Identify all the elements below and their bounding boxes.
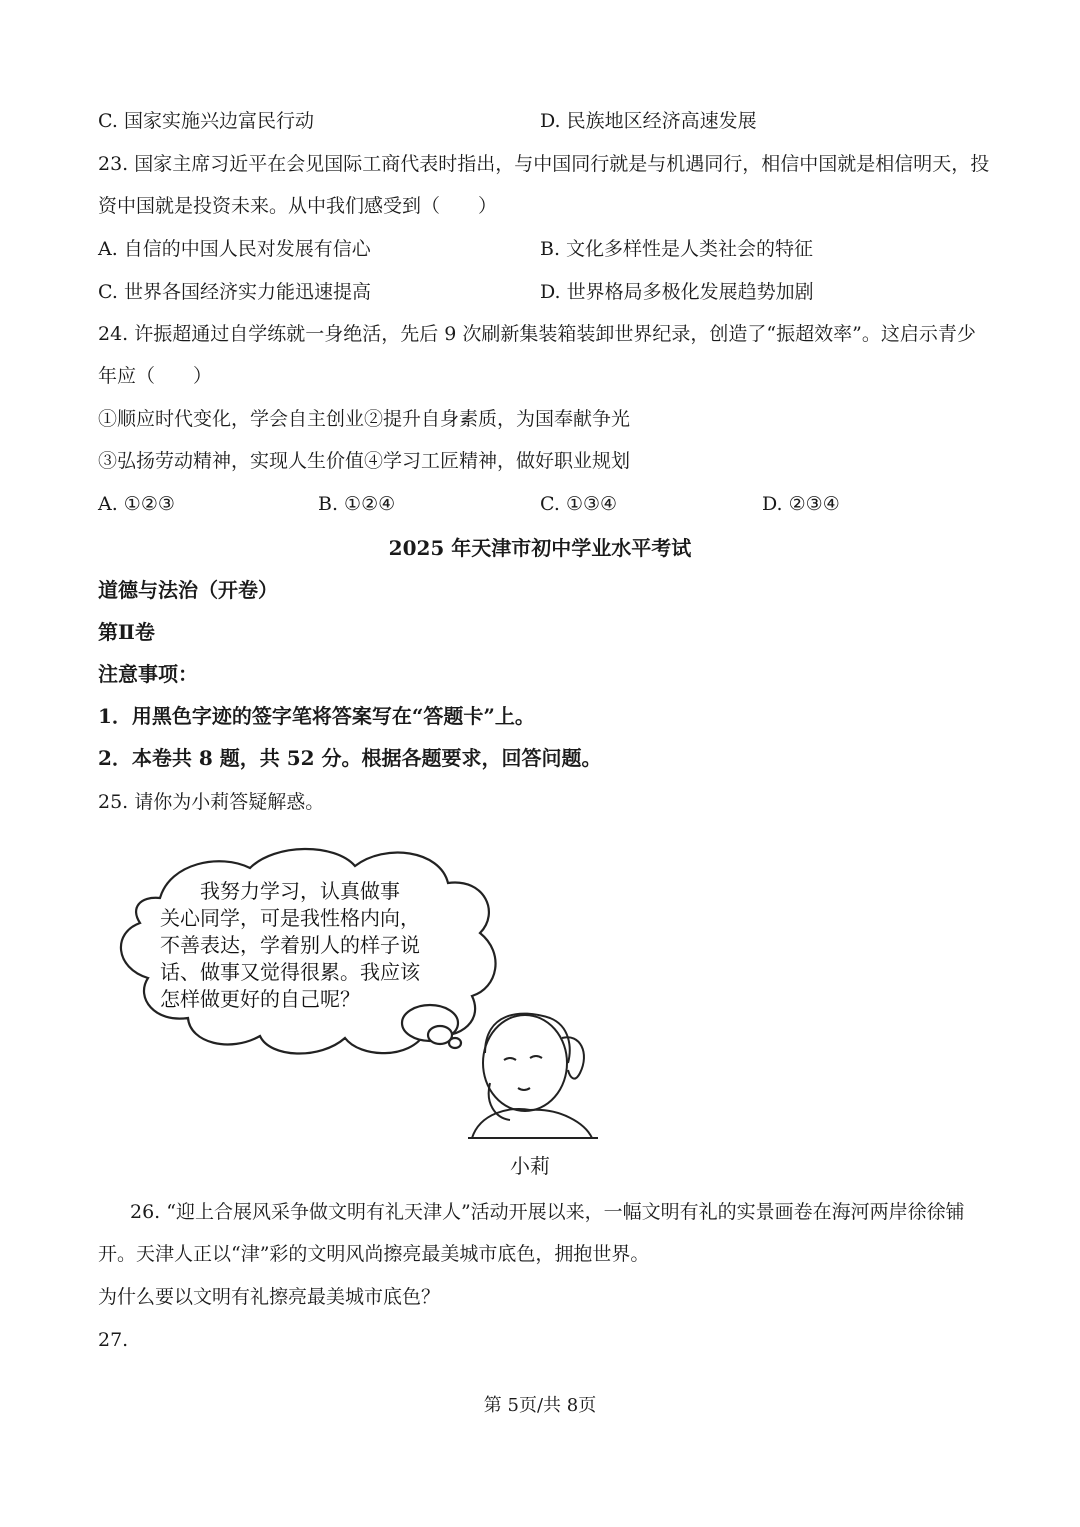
q24-items-1-2: ①顺应时代变化，学会自主创业②提升自身素质，为国奉献争光 [98, 408, 631, 430]
q26-question: 为什么要以文明有礼擦亮最美城市底色？ [98, 1286, 441, 1308]
exam-title: 2025 年天津市初中学业水平考试 [388, 536, 692, 560]
q24-option-b: B. ①②④ [318, 493, 396, 515]
girl-body [472, 1109, 592, 1138]
q27-number: 27. [98, 1329, 129, 1351]
q23-stem-line2: 资中国就是投资未来。从中我们感受到（ ） [98, 195, 498, 217]
note-1: 1．用黑色字迹的签字笔将答案写在“答题卡”上。 [98, 704, 535, 728]
q23-option-d: D. 世界格局多极化发展趋势加剧 [540, 281, 814, 303]
q23-option-a: A. 自信的中国人民对发展有信心 [98, 238, 371, 260]
q25-stem: 25. 请你为小莉答疑解惑。 [98, 791, 325, 813]
note-2: 2．本卷共 8 题，共 52 分。根据各题要求，回答问题。 [98, 746, 602, 770]
page-footer: 第 5页/共 8页 [483, 1395, 597, 1416]
illustration-caption: 小莉 [510, 1154, 550, 1178]
q26-stem-line2: 开。天津人正以“津”彩的文明风尚擦亮最美城市底色，拥抱世界。 [98, 1243, 650, 1265]
q23-stem-line1: 23. 国家主席习近平在会见国际工商代表时指出，与中国同行就是与机遇同行，相信中国就是相信明天，投 [98, 153, 990, 175]
bubble-line-2: 关心同学，可是我性格内向， [160, 906, 420, 930]
q24-stem-line1: 24. 许振超通过自学练就一身绝活，先后 9 次刷新集装箱装卸世界纪录，创造了“振超效率”。这启示青少 [98, 323, 976, 345]
bubble-line-3: 不善表达，学着别人的样子说 [160, 933, 420, 957]
bubble-line-4: 话、做事又觉得很累。我应该 [160, 960, 420, 984]
q23-option-b: B. 文化多样性是人类社会的特征 [540, 238, 814, 260]
bubble-line-5: 怎样做更好的自己呢？ [160, 987, 360, 1011]
q24-items-3-4: ③弘扬劳动精神，实现人生价值④学习工匠精神，做好职业规划 [98, 450, 631, 472]
q22-option-d: D. 民族地区经济高速发展 [540, 110, 757, 132]
q24-option-a: A. ①②③ [98, 493, 175, 515]
q24-stem-line2: 年应（ ） [98, 365, 213, 387]
girl-figure [468, 1014, 598, 1138]
exam-subject: 道德与法治（开卷） [98, 578, 278, 602]
thought-circle-small [449, 1038, 461, 1048]
girl-head [483, 1015, 567, 1111]
q22-option-c: C. 国家实施兴边富民行动 [98, 110, 314, 132]
notes-title: 注意事项： [98, 662, 198, 686]
q23-option-c: C. 世界各国经济实力能迅速提高 [98, 281, 371, 303]
q24-option-c: C. ①③④ [540, 493, 618, 515]
bubble-line-1: 我努力学习，认真做事 [200, 879, 400, 903]
q26-stem-line1: 26. “迎上合展风采争做文明有礼天津人”活动开展以来，一幅文明有礼的实景画卷在海河两岸徐徐铺 [130, 1201, 965, 1223]
q24-option-d: D. ②③④ [762, 493, 840, 515]
exam-volume: 第Ⅱ卷 [98, 620, 155, 644]
